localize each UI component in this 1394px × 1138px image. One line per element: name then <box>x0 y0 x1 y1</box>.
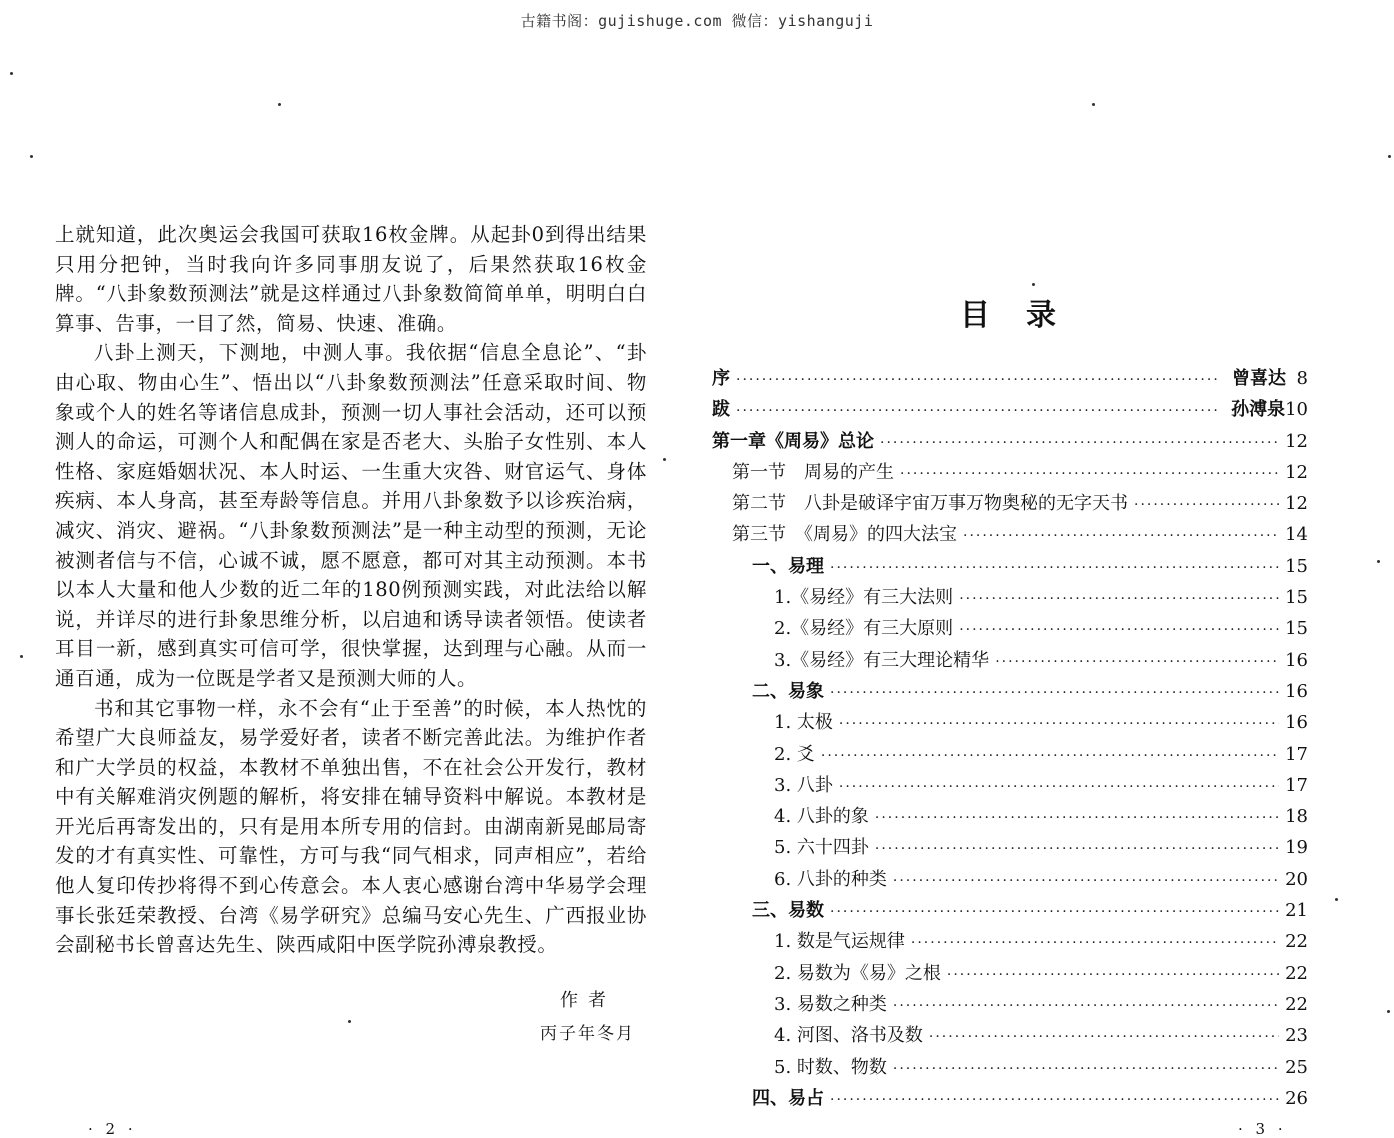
toc-entry-label: 第一章《周易》总论 <box>712 430 874 452</box>
toc-entry-page: 20 <box>1285 868 1308 890</box>
toc-dot-leader <box>959 591 1279 607</box>
toc-entry-label: 3. 八卦 <box>774 774 833 796</box>
toc-entry-page: 15 <box>1285 618 1308 640</box>
toc-entry-page: 17 <box>1285 743 1308 765</box>
toc-entry-page: 16 <box>1285 649 1308 671</box>
toc-entry <box>712 802 1308 833</box>
toc-dot-leader <box>893 998 1279 1014</box>
toc-dot-leader <box>830 685 1279 701</box>
left-page <box>55 220 647 960</box>
toc-dot-leader <box>875 841 1279 857</box>
toc-entry-label: 第三节 《周易》的四大法宝 <box>732 524 957 546</box>
toc-entry <box>712 552 1308 583</box>
toc-entry <box>712 677 1308 708</box>
toc-entry <box>712 395 1308 426</box>
toc-entry <box>712 927 1308 958</box>
toc-entry-label: 5. 时数、物数 <box>774 1056 887 1078</box>
toc-dot-leader <box>736 403 1219 419</box>
toc-dot-leader <box>959 622 1279 638</box>
toc-entry-page: 14 <box>1285 524 1308 546</box>
toc-entry <box>712 1053 1308 1084</box>
toc-entry <box>712 771 1308 802</box>
paragraph: 上就知道，此次奥运会我国可获取16枚金牌。从起卦0到得出结果只用分把钟，当时我向许多同事朋友说了，后果然获取16枚金牌。“八卦象数预测法”就是这样通过八卦象数简简单单，明明白白算事、告事，一目了然，简易、快速、准确。 <box>55 223 647 335</box>
toc-entry-label: 2.《易经》有三大原则 <box>774 618 954 640</box>
toc-dot-leader <box>830 560 1279 576</box>
page-number-left: · 2 · <box>88 1120 137 1138</box>
toc-entry-page: 25 <box>1285 1056 1308 1078</box>
toc-entry <box>712 427 1308 458</box>
toc-entry-label: 4. 河图、洛书及数 <box>774 1025 923 1047</box>
toc-entry <box>712 740 1308 771</box>
toc-entry-label: 1. 太极 <box>774 712 833 734</box>
author-signature: 作者 <box>560 990 616 1011</box>
toc-dot-leader <box>911 935 1279 951</box>
toc-dot-leader <box>1134 497 1279 513</box>
toc-dot-leader <box>875 810 1279 826</box>
toc-entry-page: 22 <box>1285 962 1308 984</box>
toc-entry-label: 二、易象 <box>752 680 824 702</box>
toc-entry <box>712 1021 1308 1052</box>
toc-entry-author: 曾喜达 <box>1232 368 1286 389</box>
toc-entry-page: 17 <box>1285 774 1308 796</box>
toc-entry-page: 19 <box>1285 837 1308 859</box>
toc-entry <box>712 489 1308 520</box>
toc-entry-page: 15 <box>1285 587 1308 609</box>
paragraph: 八卦上测天，下测地，中测人事。我依据“信息全息论”、“卦由心取、物由心生”、悟出以“八卦象数预测法”任意采取时间、物象或个人的姓名等诸信息成卦，预测一切人事社会活动，还可以预测人的命运，可测个人和配偶在家是否老大、头胎子女性别、本人性格、家庭婚姻状况、本人时运、一生重大灾咎、财官运气、身体疾病、本人身高，甚至寿龄等信息。并用八卦象数予以诊疾治病，减灾、消灾、避祸。“八卦象数预测法”是一种主动型的预测，无论被测者信与不信，心诚不诚，愿不愿意，都可对其主动预测。本书以本人大量和他人少数的近二年的180例预测实践，对此法给以解说，并详尽的进行卦象思维分析，以启迪和诱导读者领悟。使读者耳目一新，感到真实可信可学，很快掌握，达到理与心融。从而一通百通，成为一位既是学者又是预测大师的人。 <box>55 341 647 690</box>
toc-entry-page: 12 <box>1285 461 1308 483</box>
toc-entry-label: 跋 <box>712 399 730 421</box>
toc-entry-label: 1.《易经》有三大法则 <box>774 587 954 609</box>
toc-dot-leader <box>830 1092 1279 1108</box>
toc-entry <box>712 990 1308 1021</box>
toc-entry-label: 四、易占 <box>752 1087 824 1109</box>
toc-entry-label: 1. 数是气运规律 <box>774 931 905 953</box>
watermark: 古籍书阁：gujishuge.com 微信：yishanguji <box>520 12 874 30</box>
toc-entry <box>712 1084 1308 1115</box>
toc-entry-page: 18 <box>1285 806 1308 828</box>
toc-entry-page: 26 <box>1285 1087 1308 1109</box>
toc-entry <box>712 364 1308 395</box>
toc-entry-author: 孙溥泉 <box>1231 399 1286 421</box>
toc-entry-label: 三、易数 <box>752 900 824 922</box>
toc-dot-leader <box>963 528 1279 544</box>
toc-entry <box>712 614 1308 645</box>
toc-entry <box>712 646 1308 677</box>
toc-entry-page: 22 <box>1285 993 1308 1015</box>
toc-dot-leader <box>736 372 1220 388</box>
toc-entry <box>712 896 1308 927</box>
toc-dot-leader <box>839 716 1279 732</box>
toc-entry <box>712 708 1308 739</box>
toc-dot-leader <box>893 873 1279 889</box>
toc-entry <box>712 458 1308 489</box>
toc-entry-label: 一、易理 <box>752 555 824 577</box>
toc-entry-page: 22 <box>1285 931 1308 953</box>
toc-entry <box>712 959 1308 990</box>
paragraph: 书和其它事物一样，永不会有“止于至善”的时候，本人热忱的希望广大良师益友，易学爱好者，读者不断完善此法。为维护作者和广大学员的权益，本教材不单独出售，不在社会公开发行，教材中有关解难消灾例题的解析，将安排在辅导资料中解说。本教材是开光后再寄发出的，只有是用本所专用的信封。由湖南新晃邮局寄发的才有真实性、可靠性，方可与我“同气相求，同声相应”，若给他人复印传抄将得不到心传意会。本人衷心感谢台湾中华易学会理事长张廷荣教授、台湾《易学研究》总编马安心先生、广西报业协会副秘书长曾喜达先生、陕西咸阳中医学院孙溥泉教授。 <box>55 696 647 957</box>
toc-entry-page: 12 <box>1285 493 1308 515</box>
toc-dot-leader <box>821 748 1279 764</box>
toc-entry <box>712 865 1308 896</box>
toc-entry <box>712 520 1308 551</box>
table-of-contents <box>712 364 1308 1115</box>
toc-entry-page: 15 <box>1285 555 1308 577</box>
toc-entry-label: 2. 易数为《易》之根 <box>774 962 941 984</box>
toc-entry-label: 3.《易经》有三大理论精华 <box>774 649 990 671</box>
toc-entry-page: 16 <box>1285 712 1308 734</box>
page-number-right: · 3 · <box>1238 1120 1287 1138</box>
toc-entry-label: 2. 爻 <box>774 743 815 765</box>
toc-entry-page: 10 <box>1285 399 1308 421</box>
toc-title: 目录 <box>960 298 1092 333</box>
toc-dot-leader <box>880 435 1279 451</box>
toc-entry-label: 4. 八卦的象 <box>774 806 869 828</box>
toc-dot-leader <box>947 967 1279 983</box>
toc-dot-leader <box>929 1029 1279 1045</box>
toc-entry-page: 16 <box>1285 680 1308 702</box>
toc-dot-leader <box>900 466 1279 482</box>
toc-entry <box>712 833 1308 864</box>
toc-entry-label: 序 <box>712 368 730 389</box>
toc-dot-leader <box>839 779 1279 795</box>
toc-entry-page: 12 <box>1285 430 1308 452</box>
toc-dot-leader <box>995 654 1279 670</box>
toc-entry <box>712 583 1308 614</box>
toc-dot-leader <box>893 1061 1279 1077</box>
toc-entry-label: 6. 八卦的种类 <box>774 868 887 890</box>
toc-entry-label: 3. 易数之种类 <box>774 993 887 1015</box>
toc-entry-page: 21 <box>1285 900 1308 922</box>
toc-entry-label: 第二节 八卦是破译宇宙万事万物奥秘的无字天书 <box>732 493 1128 515</box>
date-signature: 丙子年冬月 <box>540 1024 635 1044</box>
toc-entry-page: 23 <box>1285 1025 1308 1047</box>
toc-entry-label: 5. 六十四卦 <box>774 837 869 859</box>
toc-dot-leader <box>830 904 1279 920</box>
toc-entry-page: 8 <box>1296 368 1308 389</box>
toc-entry-label: 第一节 周易的产生 <box>732 461 894 483</box>
